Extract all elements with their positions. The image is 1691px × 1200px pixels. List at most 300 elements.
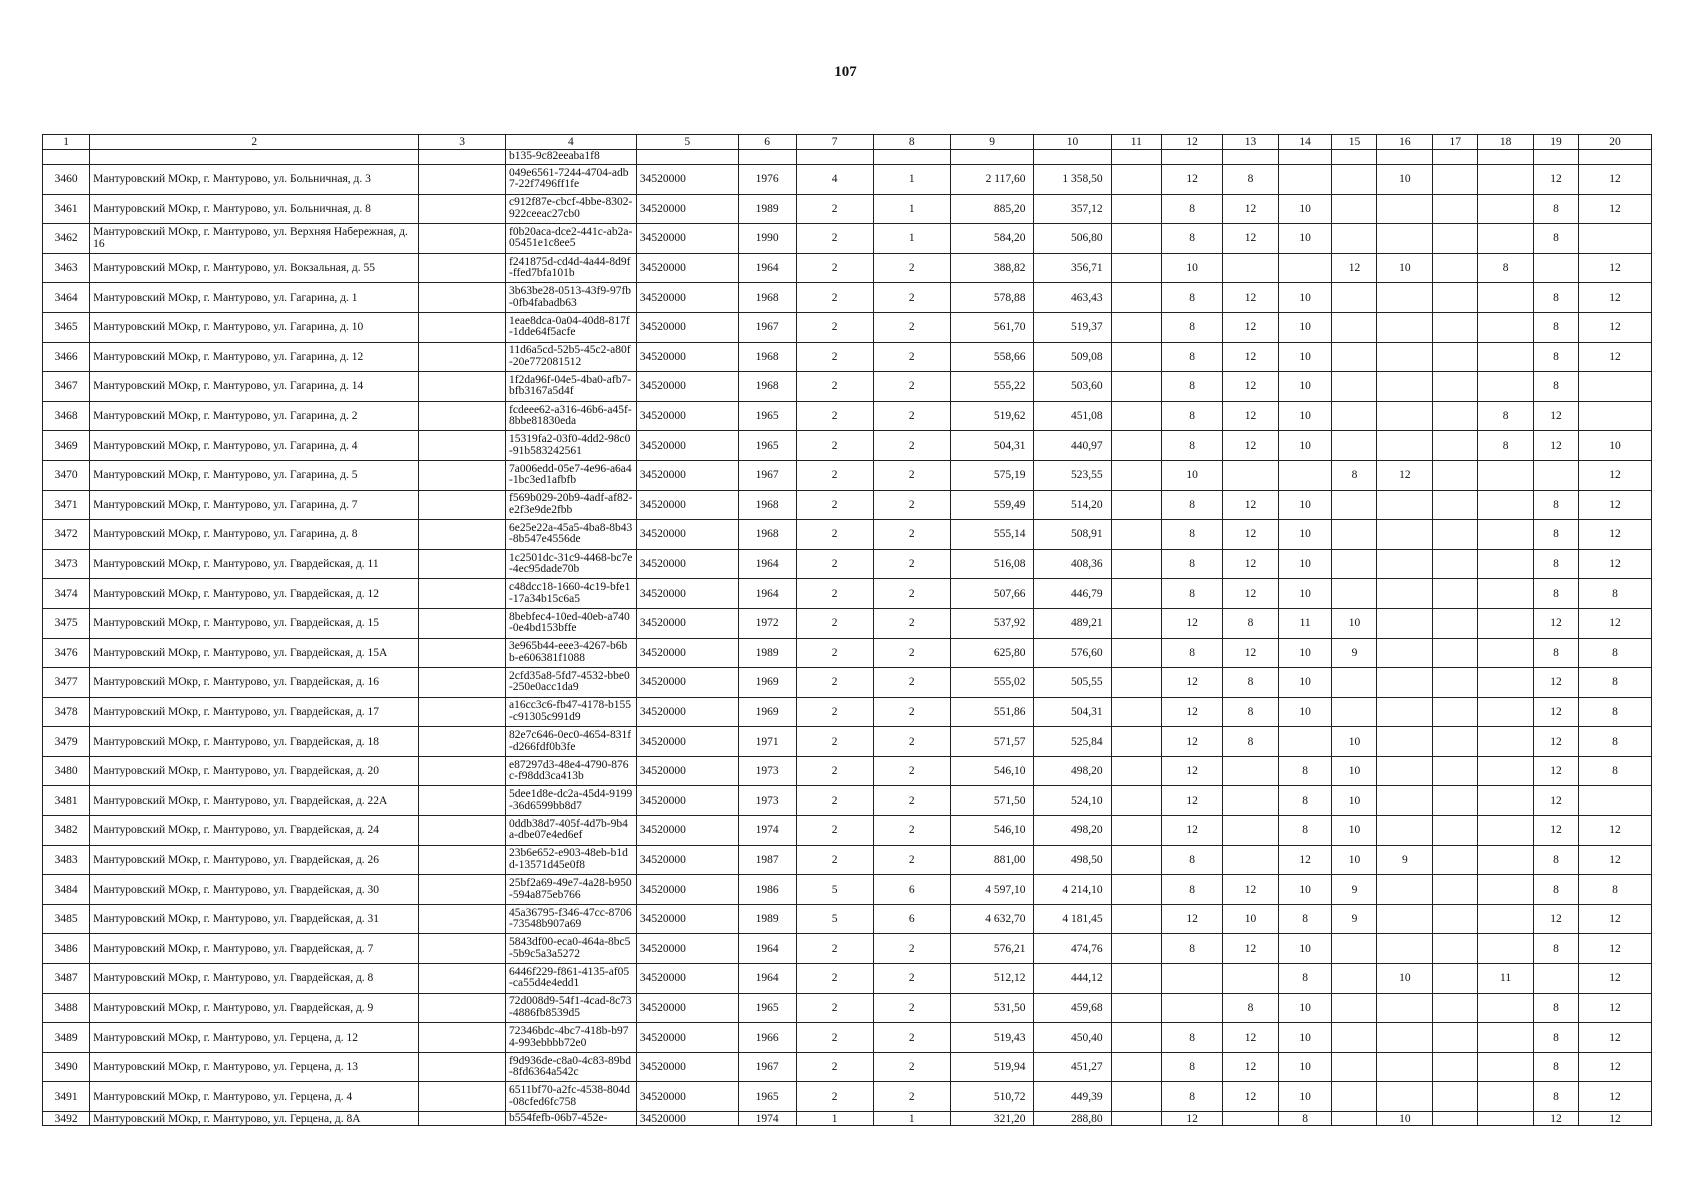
- value-cell-17: [1433, 1112, 1478, 1126]
- value-cell-17: [1433, 668, 1478, 698]
- value-cell-20: 12: [1578, 964, 1651, 994]
- value-cell-17: [1433, 401, 1478, 431]
- oktmo-cell: 34520000: [636, 904, 738, 934]
- value-cell-16: [1377, 816, 1433, 846]
- empty-cell: [419, 697, 506, 727]
- entrances-cell: 2: [873, 490, 950, 520]
- value-cell-12: 8: [1162, 431, 1223, 461]
- living-area-cell: 356,71: [1034, 253, 1111, 283]
- value-cell-15: [1332, 312, 1377, 342]
- empty-cell: [419, 253, 506, 283]
- value-cell-14: 10: [1278, 283, 1332, 313]
- total-area-cell: 576,21: [950, 934, 1034, 964]
- value-cell-19: 8: [1533, 638, 1578, 668]
- housing-register-table: [42, 134, 1652, 1126]
- entrances-cell: 2: [873, 727, 950, 757]
- value-cell-12: 12: [1162, 165, 1223, 195]
- total-area-cell: 519,62: [950, 401, 1034, 431]
- value-cell-14: 10: [1278, 194, 1332, 224]
- value-cell-19: 8: [1533, 194, 1578, 224]
- value-cell-12: 8: [1162, 283, 1223, 313]
- value-cell-16: 10: [1377, 964, 1433, 994]
- address-cell: Мантуровский МОкр, г. Мантурово, ул. Гагарина, д. 8: [90, 520, 419, 550]
- oktmo-cell: 34520000: [636, 697, 738, 727]
- row-number-cell: 3481: [43, 786, 90, 816]
- oktmo-cell: 34520000: [636, 372, 738, 402]
- value-cell-19: [1533, 253, 1578, 283]
- entrances-cell: 2: [873, 786, 950, 816]
- value-cell-13: 8: [1223, 727, 1279, 757]
- total-area-cell: 537,92: [950, 608, 1034, 638]
- row-number-cell: 3464: [43, 283, 90, 313]
- value-cell-11: [1111, 934, 1161, 964]
- row-number-cell: 3472: [43, 520, 90, 550]
- living-area-cell: 4 214,10: [1034, 875, 1111, 905]
- value-cell-17: [1433, 312, 1478, 342]
- table-row: [43, 697, 1652, 727]
- value-cell-13: 8: [1223, 993, 1279, 1023]
- row-number-cell: [43, 150, 90, 165]
- total-area-cell: [950, 150, 1034, 165]
- value-cell-16: [1377, 1052, 1433, 1082]
- house-id-cell: fcdeee62-a316-46b6-a45f-8bbe81830eda: [506, 401, 637, 431]
- empty-cell: [419, 756, 506, 786]
- value-cell-17: [1433, 993, 1478, 1023]
- living-area-cell: 459,68: [1034, 993, 1111, 1023]
- value-cell-20: 8: [1578, 668, 1651, 698]
- value-cell-19: [1533, 964, 1578, 994]
- year-cell: 1969: [738, 668, 796, 698]
- living-area-cell: 4 181,45: [1034, 904, 1111, 934]
- value-cell-17: [1433, 165, 1478, 195]
- value-cell-16: [1377, 786, 1433, 816]
- value-cell-14: 10: [1278, 549, 1332, 579]
- value-cell-12: [1162, 993, 1223, 1023]
- value-cell-14: 10: [1278, 431, 1332, 461]
- house-id-cell: f9d936de-c8a0-4c83-89bd-8fd6364a542c: [506, 1052, 637, 1082]
- empty-cell: [419, 312, 506, 342]
- value-cell-12: 8: [1162, 1023, 1223, 1053]
- address-cell: Мантуровский МОкр, г. Мантурово, ул. Гагарина, д. 14: [90, 372, 419, 402]
- value-cell-11: [1111, 283, 1161, 313]
- value-cell-13: [1223, 786, 1279, 816]
- year-cell: 1968: [738, 520, 796, 550]
- value-cell-16: [1377, 342, 1433, 372]
- entrances-cell: 2: [873, 312, 950, 342]
- value-cell-11: [1111, 549, 1161, 579]
- value-cell-12: 10: [1162, 253, 1223, 283]
- value-cell-19: 8: [1533, 845, 1578, 875]
- value-cell-13: 12: [1223, 372, 1279, 402]
- value-cell-15: [1332, 668, 1377, 698]
- value-cell-19: 8: [1533, 549, 1578, 579]
- floors-cell: 2: [796, 934, 873, 964]
- value-cell-15: [1332, 283, 1377, 313]
- value-cell-13: 12: [1223, 875, 1279, 905]
- value-cell-15: 9: [1332, 875, 1377, 905]
- value-cell-13: 12: [1223, 283, 1279, 313]
- value-cell-11: [1111, 520, 1161, 550]
- value-cell-15: 12: [1332, 253, 1377, 283]
- oktmo-cell: 34520000: [636, 608, 738, 638]
- floors-cell: 2: [796, 727, 873, 757]
- house-id-cell: 6e25e22a-45a5-4ba8-8b43-8b547e4556de: [506, 520, 637, 550]
- empty-cell: [419, 150, 506, 165]
- value-cell-17: [1433, 697, 1478, 727]
- value-cell-18: [1478, 668, 1534, 698]
- living-area-cell: 449,39: [1034, 1082, 1111, 1112]
- table-row: [43, 668, 1652, 698]
- oktmo-cell: 34520000: [636, 638, 738, 668]
- living-area-cell: 523,55: [1034, 460, 1111, 490]
- table-row: [43, 993, 1652, 1023]
- value-cell-20: 12: [1578, 904, 1651, 934]
- house-id-cell: 3e965b44-eee3-4267-b6bb-e606381f1088: [506, 638, 637, 668]
- total-area-cell: 546,10: [950, 756, 1034, 786]
- table-row: [43, 401, 1652, 431]
- table-row: [43, 816, 1652, 846]
- value-cell-20: 12: [1578, 549, 1651, 579]
- value-cell-12: 12: [1162, 668, 1223, 698]
- table-row: [43, 194, 1652, 224]
- address-cell: Мантуровский МОкр, г. Мантурово, ул. Гвардейская, д. 15: [90, 608, 419, 638]
- living-area-cell: 506,80: [1034, 224, 1111, 254]
- value-cell-13: [1223, 1112, 1279, 1126]
- value-cell-20: 12: [1578, 283, 1651, 313]
- table-row: [43, 253, 1652, 283]
- page-number: 107: [834, 64, 857, 80]
- empty-cell: [419, 608, 506, 638]
- value-cell-12: 8: [1162, 579, 1223, 609]
- floors-cell: 4: [796, 165, 873, 195]
- value-cell-19: 8: [1533, 1052, 1578, 1082]
- empty-cell: [419, 727, 506, 757]
- total-area-cell: 2 117,60: [950, 165, 1034, 195]
- floors-cell: 2: [796, 490, 873, 520]
- value-cell-14: 11: [1278, 608, 1332, 638]
- value-cell-18: [1478, 934, 1534, 964]
- oktmo-cell: 34520000: [636, 668, 738, 698]
- value-cell-15: [1332, 934, 1377, 964]
- value-cell-16: 10: [1377, 253, 1433, 283]
- value-cell-16: [1377, 520, 1433, 550]
- value-cell-20: 10: [1578, 431, 1651, 461]
- living-area-cell: 451,08: [1034, 401, 1111, 431]
- column-number-header: 6: [738, 135, 796, 150]
- value-cell-18: 8: [1478, 431, 1534, 461]
- year-cell: 1967: [738, 1052, 796, 1082]
- value-cell-18: [1478, 608, 1534, 638]
- table-row: [43, 1112, 1652, 1126]
- row-number-cell: 3488: [43, 993, 90, 1023]
- address-cell: Мантуровский МОкр, г. Мантурово, ул. Гагарина, д. 12: [90, 342, 419, 372]
- value-cell-20: 12: [1578, 993, 1651, 1023]
- entrances-cell: 2: [873, 816, 950, 846]
- value-cell-12: 12: [1162, 816, 1223, 846]
- house-id-cell: b135-9c82eeaba1f8: [506, 150, 637, 165]
- value-cell-13: 12: [1223, 934, 1279, 964]
- value-cell-18: [1478, 312, 1534, 342]
- entrances-cell: 2: [873, 668, 950, 698]
- living-area-cell: 498,20: [1034, 816, 1111, 846]
- value-cell-13: 12: [1223, 342, 1279, 372]
- value-cell-14: 10: [1278, 668, 1332, 698]
- oktmo-cell: 34520000: [636, 312, 738, 342]
- table-row: [43, 1082, 1652, 1112]
- row-number-cell: 3471: [43, 490, 90, 520]
- house-id-cell: 82e7c646-0ec0-4654-831f-d266fdf0b3fe: [506, 727, 637, 757]
- address-cell: Мантуровский МОкр, г. Мантурово, ул. Вокзальная, д. 55: [90, 253, 419, 283]
- value-cell-17: [1433, 934, 1478, 964]
- value-cell-19: 12: [1533, 668, 1578, 698]
- table-row: [43, 342, 1652, 372]
- value-cell-13: 12: [1223, 1052, 1279, 1082]
- house-id-cell: e87297d3-48e4-4790-876c-f98dd3ca413b: [506, 756, 637, 786]
- value-cell-14: 10: [1278, 520, 1332, 550]
- value-cell-11: [1111, 668, 1161, 698]
- value-cell-11: [1111, 756, 1161, 786]
- column-number-header: 8: [873, 135, 950, 150]
- value-cell-20: 8: [1578, 697, 1651, 727]
- entrances-cell: 1: [873, 1112, 950, 1126]
- value-cell-16: [1377, 756, 1433, 786]
- value-cell-13: 10: [1223, 904, 1279, 934]
- value-cell-20: 12: [1578, 934, 1651, 964]
- entrances-cell: 2: [873, 342, 950, 372]
- value-cell-14: 8: [1278, 786, 1332, 816]
- value-cell-16: [1377, 372, 1433, 402]
- address-cell: Мантуровский МОкр, г. Мантурово, ул. Гвардейская, д. 26: [90, 845, 419, 875]
- value-cell-18: [1478, 342, 1534, 372]
- value-cell-12: 8: [1162, 875, 1223, 905]
- oktmo-cell: 34520000: [636, 460, 738, 490]
- total-area-cell: 885,20: [950, 194, 1034, 224]
- address-cell: Мантуровский МОкр, г. Мантурово, ул. Гвардейская, д. 7: [90, 934, 419, 964]
- entrances-cell: 1: [873, 165, 950, 195]
- value-cell-20: 8: [1578, 638, 1651, 668]
- value-cell-13: 12: [1223, 1023, 1279, 1053]
- empty-cell: [419, 993, 506, 1023]
- value-cell-16: [1377, 312, 1433, 342]
- floors-cell: 2: [796, 845, 873, 875]
- empty-cell: [419, 668, 506, 698]
- table-row: [43, 372, 1652, 402]
- row-number-cell: 3463: [43, 253, 90, 283]
- floors-cell: 5: [796, 904, 873, 934]
- table-row: [43, 431, 1652, 461]
- table-row: [43, 638, 1652, 668]
- row-number-cell: 3479: [43, 727, 90, 757]
- entrances-cell: 2: [873, 372, 950, 402]
- house-id-cell: b554fefb-06b7-452e-: [506, 1112, 637, 1126]
- year-cell: 1964: [738, 934, 796, 964]
- floors-cell: 2: [796, 1052, 873, 1082]
- house-id-cell: 049e6561-7244-4704-adb7-22f7496ff1fe: [506, 165, 637, 195]
- total-area-cell: 321,20: [950, 1112, 1034, 1126]
- year-cell: 1965: [738, 1082, 796, 1112]
- address-cell: Мантуровский МОкр, г. Мантурово, ул. Верхняя Набережная, д. 16: [90, 224, 419, 254]
- row-number-cell: 3465: [43, 312, 90, 342]
- empty-cell: [419, 638, 506, 668]
- table-row: [43, 579, 1652, 609]
- value-cell-11: [1111, 964, 1161, 994]
- row-number-cell: 3485: [43, 904, 90, 934]
- total-area-cell: 571,50: [950, 786, 1034, 816]
- value-cell-19: 12: [1533, 165, 1578, 195]
- value-cell-18: [1478, 697, 1534, 727]
- address-cell: Мантуровский МОкр, г. Мантурово, ул. Гвардейская, д. 24: [90, 816, 419, 846]
- value-cell-11: [1111, 608, 1161, 638]
- entrances-cell: 2: [873, 549, 950, 579]
- value-cell-17: [1433, 283, 1478, 313]
- value-cell-15: [1332, 372, 1377, 402]
- value-cell-11: [1111, 1082, 1161, 1112]
- living-area-cell: 519,37: [1034, 312, 1111, 342]
- entrances-cell: 2: [873, 993, 950, 1023]
- value-cell-19: 8: [1533, 1023, 1578, 1053]
- value-cell-18: [1478, 224, 1534, 254]
- entrances-cell: 2: [873, 845, 950, 875]
- value-cell-11: [1111, 786, 1161, 816]
- value-cell-20: 12: [1578, 816, 1651, 846]
- column-number-header: 7: [796, 135, 873, 150]
- house-id-cell: 0ddb38d7-405f-4d7b-9b4a-dbe07e4ed6ef: [506, 816, 637, 846]
- value-cell-14: 10: [1278, 934, 1332, 964]
- floors-cell: 2: [796, 431, 873, 461]
- table-row: [43, 727, 1652, 757]
- value-cell-17: [1433, 727, 1478, 757]
- value-cell-11: [1111, 579, 1161, 609]
- living-area-cell: 509,08: [1034, 342, 1111, 372]
- address-cell: Мантуровский МОкр, г. Мантурово, ул. Гагарина, д. 10: [90, 312, 419, 342]
- column-number-header: 15: [1332, 135, 1377, 150]
- row-number-cell: 3492: [43, 1112, 90, 1126]
- living-area-cell: 463,43: [1034, 283, 1111, 313]
- value-cell-15: 10: [1332, 786, 1377, 816]
- floors-cell: 2: [796, 756, 873, 786]
- empty-cell: [419, 1082, 506, 1112]
- value-cell-18: [1478, 756, 1534, 786]
- value-cell-18: [1478, 372, 1534, 402]
- value-cell-15: [1332, 1052, 1377, 1082]
- value-cell-11: [1111, 401, 1161, 431]
- oktmo-cell: 34520000: [636, 165, 738, 195]
- table-row: [43, 934, 1652, 964]
- row-number-cell: 3467: [43, 372, 90, 402]
- value-cell-16: [1377, 875, 1433, 905]
- entrances-cell: 2: [873, 1023, 950, 1053]
- value-cell-20: 12: [1578, 1082, 1651, 1112]
- value-cell-14: 10: [1278, 1023, 1332, 1053]
- oktmo-cell: 34520000: [636, 1082, 738, 1112]
- year-cell: 1967: [738, 312, 796, 342]
- value-cell-19: 8: [1533, 224, 1578, 254]
- total-area-cell: 546,10: [950, 816, 1034, 846]
- value-cell-15: [1332, 224, 1377, 254]
- value-cell-12: [1162, 150, 1223, 165]
- value-cell-18: 11: [1478, 964, 1534, 994]
- value-cell-17: [1433, 845, 1478, 875]
- value-cell-16: [1377, 549, 1433, 579]
- address-cell: Мантуровский МОкр, г. Мантурово, ул. Гвардейская, д. 31: [90, 904, 419, 934]
- value-cell-20: 12: [1578, 520, 1651, 550]
- entrances-cell: 2: [873, 756, 950, 786]
- row-number-cell: 3477: [43, 668, 90, 698]
- value-cell-11: [1111, 460, 1161, 490]
- living-area-cell: 505,55: [1034, 668, 1111, 698]
- year-cell: 1969: [738, 697, 796, 727]
- year-cell: 1964: [738, 964, 796, 994]
- oktmo-cell: 34520000: [636, 579, 738, 609]
- house-id-cell: 45a36795-f346-47cc-8706-73548b907a69: [506, 904, 637, 934]
- oktmo-cell: 34520000: [636, 993, 738, 1023]
- value-cell-15: 10: [1332, 816, 1377, 846]
- oktmo-cell: [636, 150, 738, 165]
- address-cell: Мантуровский МОкр, г. Мантурово, ул. Гвардейская, д. 9: [90, 993, 419, 1023]
- entrances-cell: 2: [873, 520, 950, 550]
- oktmo-cell: 34520000: [636, 756, 738, 786]
- year-cell: 1965: [738, 431, 796, 461]
- table-row: [43, 460, 1652, 490]
- house-id-cell: 5843df00-eca0-464a-8bc5-5b9c5a3a5272: [506, 934, 637, 964]
- floors-cell: 2: [796, 1023, 873, 1053]
- value-cell-18: [1478, 993, 1534, 1023]
- year-cell: 1974: [738, 816, 796, 846]
- empty-cell: [419, 1052, 506, 1082]
- value-cell-12: 8: [1162, 312, 1223, 342]
- total-area-cell: 555,22: [950, 372, 1034, 402]
- entrances-cell: 2: [873, 964, 950, 994]
- table-row: [43, 1052, 1652, 1082]
- value-cell-11: [1111, 372, 1161, 402]
- row-number-cell: 3482: [43, 816, 90, 846]
- value-cell-13: 12: [1223, 401, 1279, 431]
- table-row: [43, 520, 1652, 550]
- value-cell-19: 12: [1533, 786, 1578, 816]
- value-cell-14: 10: [1278, 579, 1332, 609]
- table-row: [43, 904, 1652, 934]
- house-id-cell: 6446f229-f861-4135-af05-ca55d4e4edd1: [506, 964, 637, 994]
- value-cell-19: 12: [1533, 401, 1578, 431]
- house-id-cell: 11d6a5cd-52b5-45c2-a80f-20e772081512: [506, 342, 637, 372]
- value-cell-13: [1223, 756, 1279, 786]
- total-area-cell: 516,08: [950, 549, 1034, 579]
- value-cell-13: [1223, 460, 1279, 490]
- year-cell: 1968: [738, 490, 796, 520]
- year-cell: 1966: [738, 1023, 796, 1053]
- value-cell-17: [1433, 904, 1478, 934]
- value-cell-18: [1478, 549, 1534, 579]
- value-cell-17: [1433, 460, 1478, 490]
- oktmo-cell: 34520000: [636, 431, 738, 461]
- value-cell-16: [1377, 668, 1433, 698]
- value-cell-14: 10: [1278, 1082, 1332, 1112]
- floors-cell: 1: [796, 1112, 873, 1126]
- year-cell: 1973: [738, 756, 796, 786]
- house-id-cell: 7a006edd-05e7-4e96-a6a4-1bc3ed1afbfb: [506, 460, 637, 490]
- entrances-cell: 2: [873, 638, 950, 668]
- value-cell-17: [1433, 816, 1478, 846]
- value-cell-16: 10: [1377, 165, 1433, 195]
- oktmo-cell: 34520000: [636, 1052, 738, 1082]
- empty-cell: [419, 460, 506, 490]
- value-cell-13: [1223, 845, 1279, 875]
- value-cell-17: [1433, 342, 1478, 372]
- value-cell-18: [1478, 283, 1534, 313]
- address-cell: Мантуровский МОкр, г. Мантурово, ул. Герцена, д. 13: [90, 1052, 419, 1082]
- year-cell: 1968: [738, 342, 796, 372]
- value-cell-20: 8: [1578, 579, 1651, 609]
